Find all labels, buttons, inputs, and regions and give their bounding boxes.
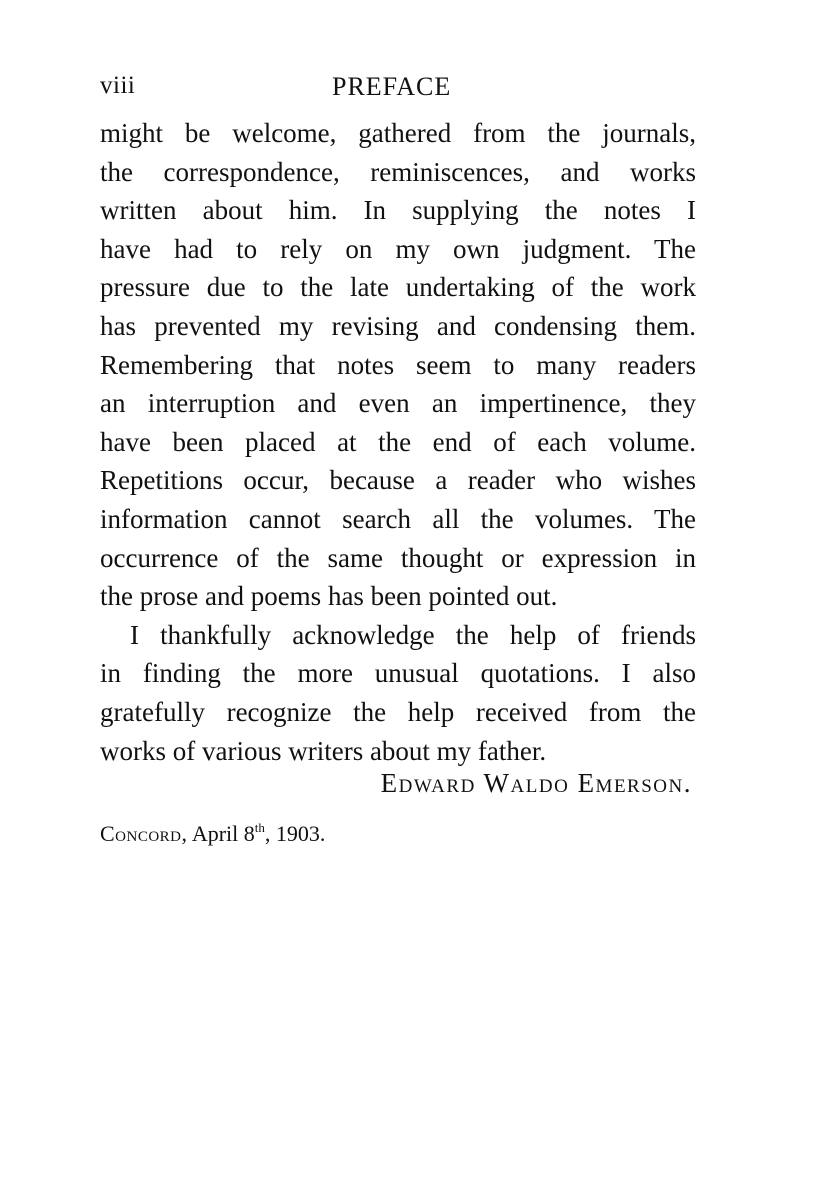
page-number: viii	[100, 72, 136, 99]
text-line: might be welcome, gathered from the journals,	[100, 118, 696, 148]
running-title: PREFACE	[332, 72, 452, 101]
text-line: information cannot search all the volumes. The	[100, 503, 696, 534]
text-line: written about him. In supplying the notes I	[100, 195, 696, 226]
preface-body	[100, 114, 696, 770]
text-line: an interruption and even an impertinence, they	[100, 388, 696, 419]
text-line: gratefully recognize the help received from the	[100, 696, 696, 727]
dateline-year: , 1903.	[264, 821, 326, 846]
text-line: I thankfully acknowledge the help of friends	[130, 619, 696, 650]
text-line: the correspondence, reminiscences, and works	[100, 156, 696, 187]
text-line: has prevented my revising and condensing them.	[100, 310, 696, 341]
dateline-place: Concord,	[100, 821, 188, 846]
dateline-ordinal: th	[254, 820, 265, 835]
text-line: Repetitions occur, because a reader who wishes	[100, 465, 696, 496]
text-line: the prose and poems has been pointed out.	[100, 581, 558, 612]
dateline-date: April 8	[191, 821, 255, 846]
text-line: have had to rely on my own judgment. The	[100, 233, 696, 264]
text-line: Remembering that notes seem to many readers	[100, 349, 696, 380]
text-line: works of various writers about my father.	[100, 735, 547, 766]
dateline	[100, 820, 325, 847]
paragraph-1	[100, 114, 696, 616]
text-line: have been placed at the end of each volume.	[100, 426, 696, 457]
author-signature: Edward Waldo Emerson.	[380, 768, 692, 798]
paragraph-2	[100, 616, 696, 770]
text-line: occurrence of the same thought or expression in	[100, 542, 696, 573]
page-header	[100, 72, 700, 108]
text-line: in finding the more unusual quotations. I also	[100, 658, 696, 689]
text-line: pressure due to the late undertaking of the work	[100, 272, 696, 303]
